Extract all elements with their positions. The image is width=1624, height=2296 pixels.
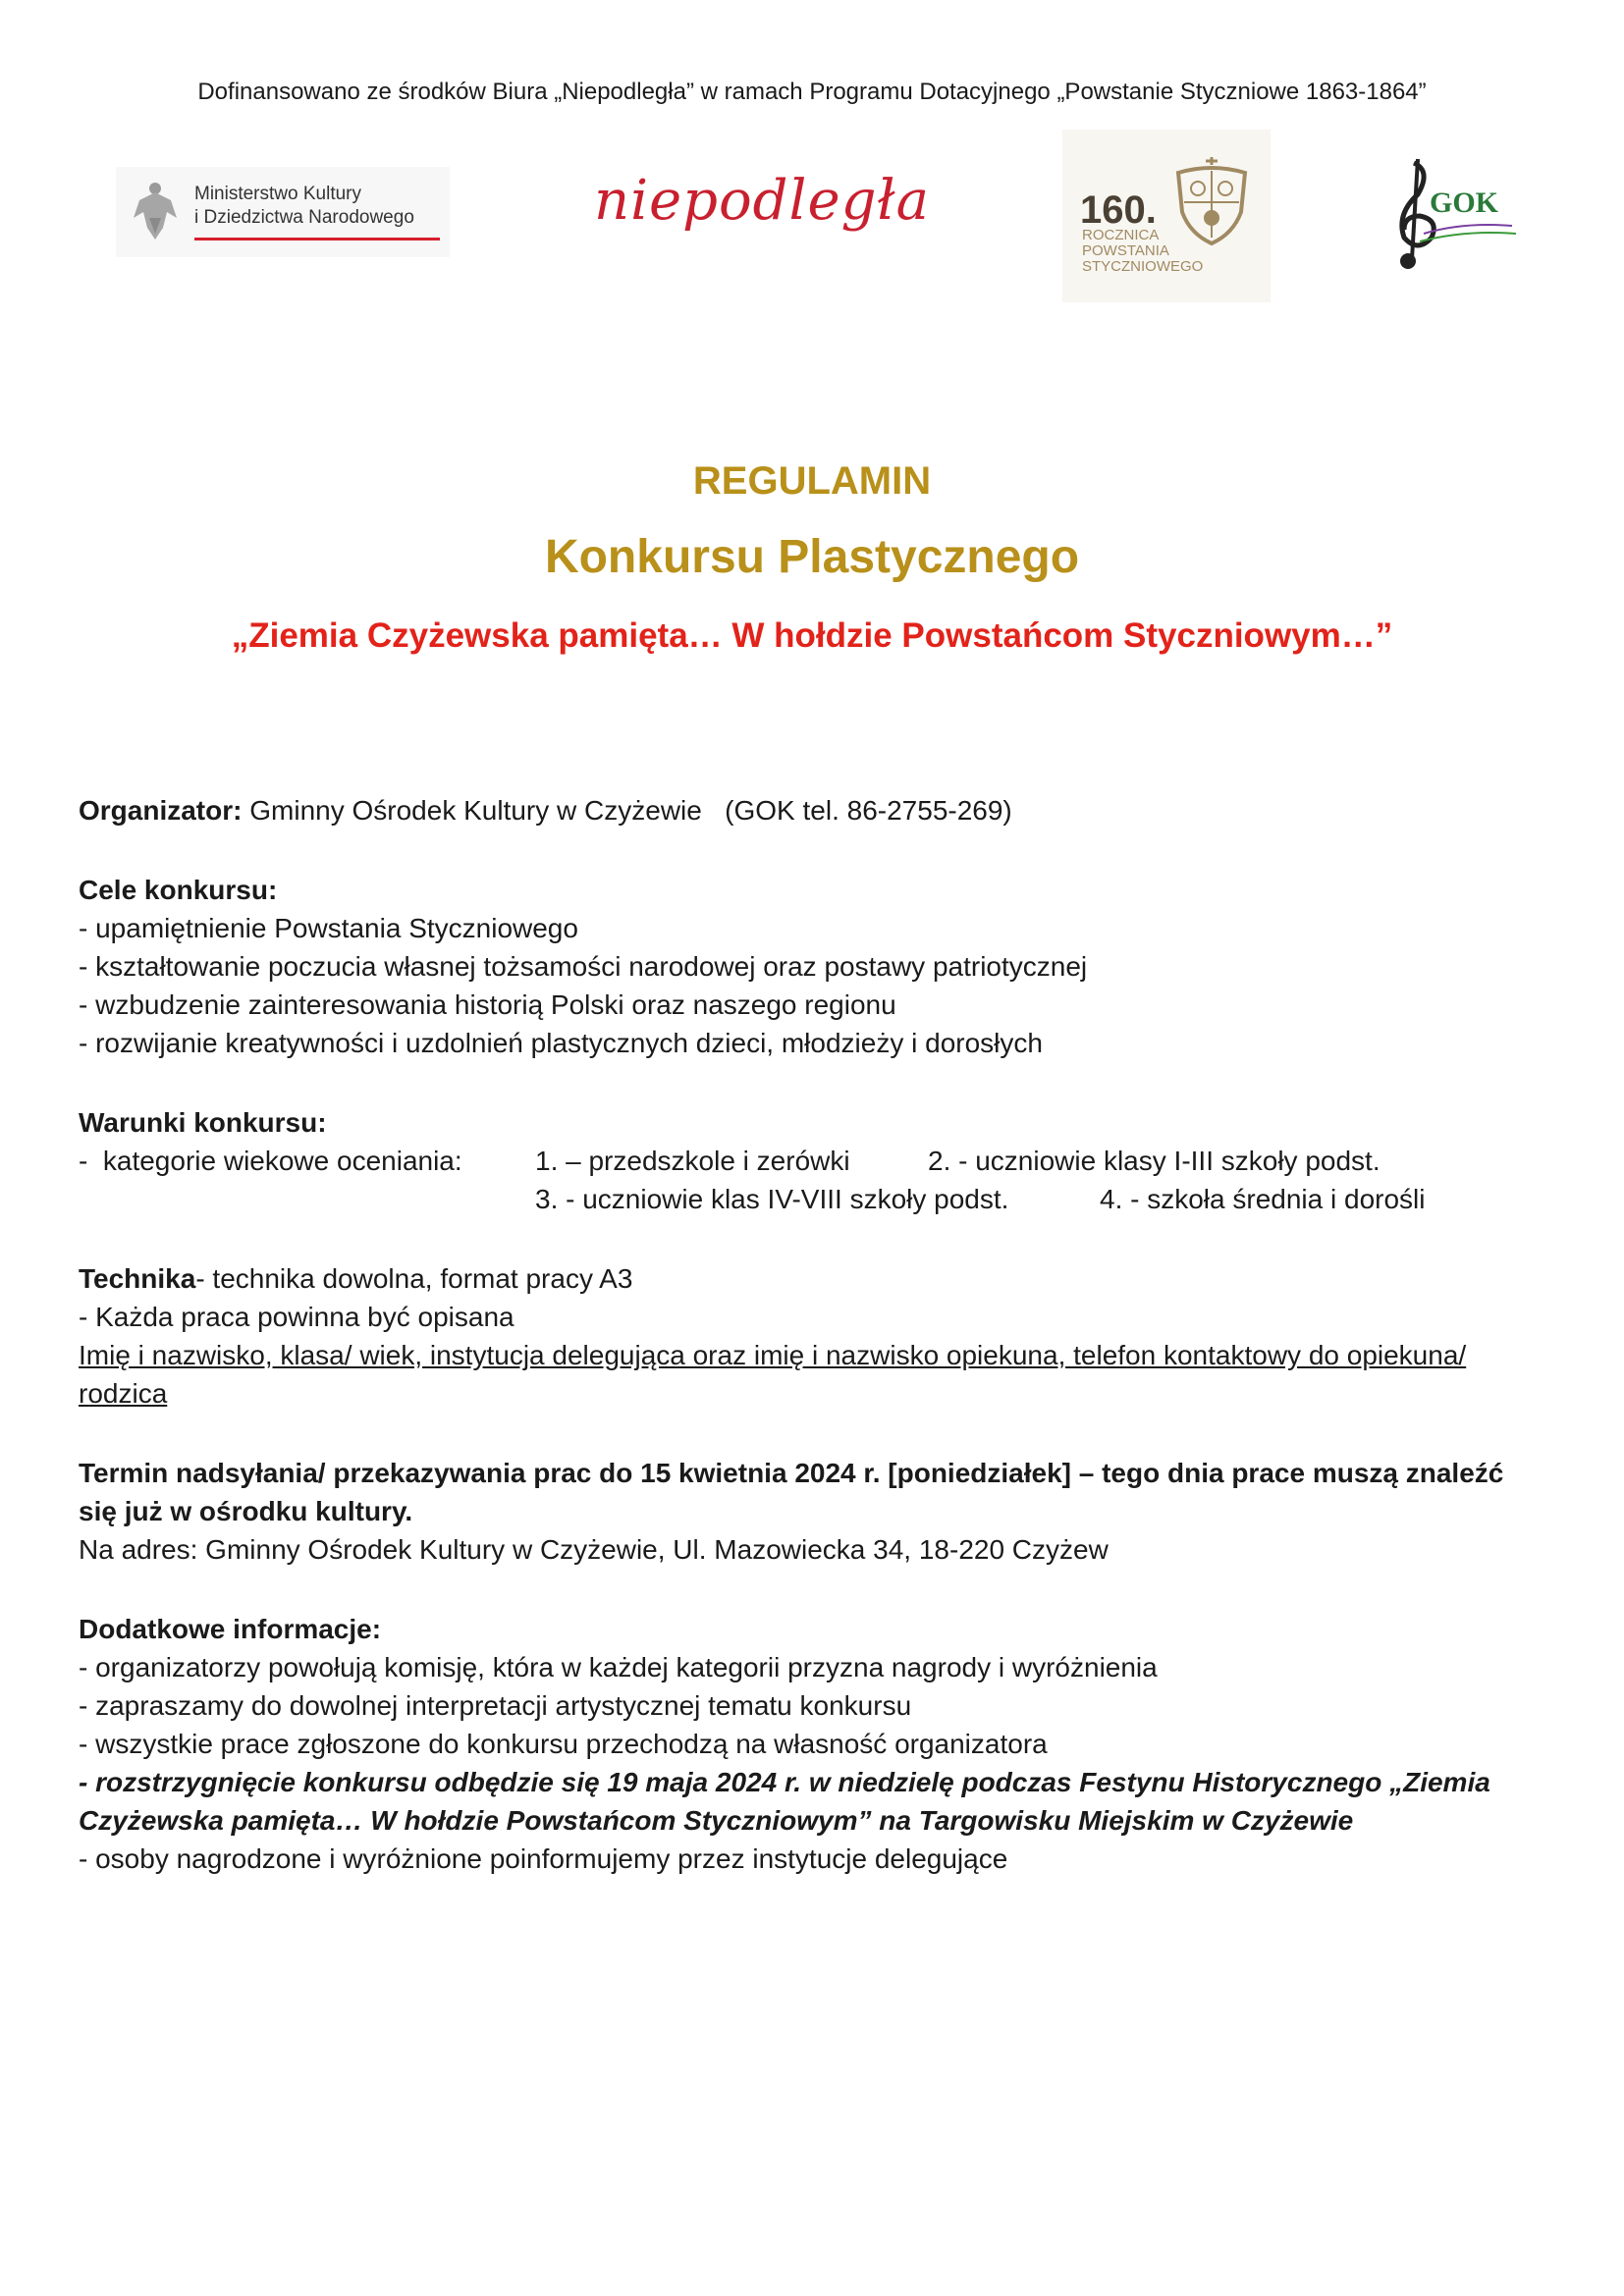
conditions-label: Warunki konkursu: bbox=[79, 1107, 327, 1138]
deadline-address: Na adres: Gminny Ośrodek Kultury w Czyżewie, Ul. Mazowiecka 34, 18-220 Czyżew bbox=[79, 1534, 1109, 1565]
goals-label: Cele konkursu: bbox=[79, 875, 278, 905]
doc-title-subtitle: Konkursu Plastycznego bbox=[544, 531, 1080, 583]
ministry-line1: Ministerstwo Kultury bbox=[194, 184, 361, 204]
category-3: 3. - uczniowie klas IV-VIII szkoły podst. bbox=[535, 1184, 1009, 1214]
doc-title-regulamin: REGULAMIN bbox=[692, 459, 932, 503]
anniversary-line1: ROCZNICA bbox=[1082, 227, 1160, 243]
category-4: 4. - szkoła średnia i dorośli bbox=[1100, 1184, 1426, 1214]
ministry-logo bbox=[116, 167, 450, 257]
category-1: 1. – przedszkole i zerówki bbox=[535, 1146, 850, 1176]
technique-text: - technika dowolna, format pracy A3 bbox=[195, 1263, 633, 1294]
anniversary-line2: POWSTANIA bbox=[1082, 242, 1169, 259]
goal-item: - rozwijanie kreatywności i uzdolnień plastycznych dzieci, młodzieży i dorosłych bbox=[79, 1028, 1043, 1058]
anniversary-line3: STYCZNIOWEGO bbox=[1082, 258, 1204, 275]
goal-item: - upamiętnienie Powstania Styczniowego bbox=[79, 913, 578, 943]
additional-item: - organizatorzy powołują komisję, która w każdej kategorii przyzna nagrody i wyróżnienia bbox=[79, 1652, 1158, 1682]
anniversary-logo bbox=[1062, 130, 1271, 302]
crest-icon bbox=[1170, 153, 1253, 247]
gok-letters: GOK bbox=[1430, 187, 1499, 219]
organizer-label: Organizator: bbox=[79, 795, 243, 826]
organizer-line bbox=[79, 791, 1551, 829]
additional-label: Dodatkowe informacje: bbox=[79, 1614, 382, 1644]
additional-item: - wszystkie prace zgłoszone do konkursu przechodzą na własność organizatora bbox=[79, 1729, 1048, 1759]
results-announcement: - rozstrzygnięcie konkursu odbędzie się 19 maja 2024 r. w niedzielę podczas Festynu Historycznego „Ziemia Czyżewska pamięta… W hołdzie Powstańcom Styczniowym” na Targowisku Miejskim w Czyżewie bbox=[79, 1767, 1490, 1836]
anniversary-number: 160. bbox=[1080, 188, 1157, 232]
technique-line bbox=[79, 1259, 1551, 1298]
niepodlegla-wordmark: niepodległa bbox=[594, 169, 930, 233]
goal-item: - kształtowanie poczucia własnej tożsamości narodowej oraz postawy patriotycznej bbox=[79, 951, 1088, 982]
additional-item: - zapraszamy do dowolnej interpretacji artystycznej tematu konkursu bbox=[79, 1690, 912, 1721]
technique-label: Technika bbox=[79, 1263, 196, 1294]
goal-item: - wzbudzenie zainteresowania historią Polski oraz naszego regionu bbox=[79, 989, 896, 1020]
logo-strip bbox=[0, 126, 1624, 302]
additional-item-last: - osoby nagrodzone i wyróżnione poinformujemy przez instytucje delegujące bbox=[79, 1843, 1008, 1874]
categories-row-1 bbox=[79, 1142, 1551, 1180]
categories-row-2 bbox=[79, 1180, 1551, 1218]
ministry-line2: i Dziedzictwa Narodowego bbox=[194, 207, 414, 228]
funding-note: Dofinansowano ze środków Biura „Niepodległa” w ramach Programu Dotacyjnego „Powstanie Styczniowe 1863-1864” bbox=[197, 79, 1427, 105]
treble-clef-icon bbox=[1375, 151, 1522, 279]
organizer-text: Gminny Ośrodek Kultury w Czyżewie (GOK tel. 86-2755-269) bbox=[242, 795, 1012, 826]
categories-intro: - kategorie wiekowe oceniania: bbox=[79, 1146, 462, 1176]
deadline-text: Termin nadsyłania/ przekazywania prac do 15 kwietnia 2024 r. [poniedziałek] – tego dnia prace muszą znaleźć się już w ośrodku kultury. bbox=[79, 1458, 1504, 1526]
ministry-red-bar bbox=[194, 238, 440, 240]
niepodlegla-logo bbox=[594, 163, 930, 271]
eagle-icon bbox=[130, 179, 181, 243]
contest-name: „Ziemia Czyżewska pamięta… W hołdzie Powstańcom Styczniowym…” bbox=[231, 616, 1393, 655]
technique-description-note: - Każda praca powinna być opisana bbox=[79, 1302, 514, 1332]
technique-required-details: Imię i nazwisko, klasa/ wiek, instytucja delegująca oraz imię i nazwisko opiekuna, telefon kontaktowy do opiekuna/ rodzica bbox=[79, 1340, 1467, 1409]
category-2: 2. - uczniowie klasy I-III szkoły podst. bbox=[928, 1146, 1380, 1176]
regulations-body bbox=[79, 791, 1551, 1878]
gok-logo bbox=[1375, 151, 1522, 279]
